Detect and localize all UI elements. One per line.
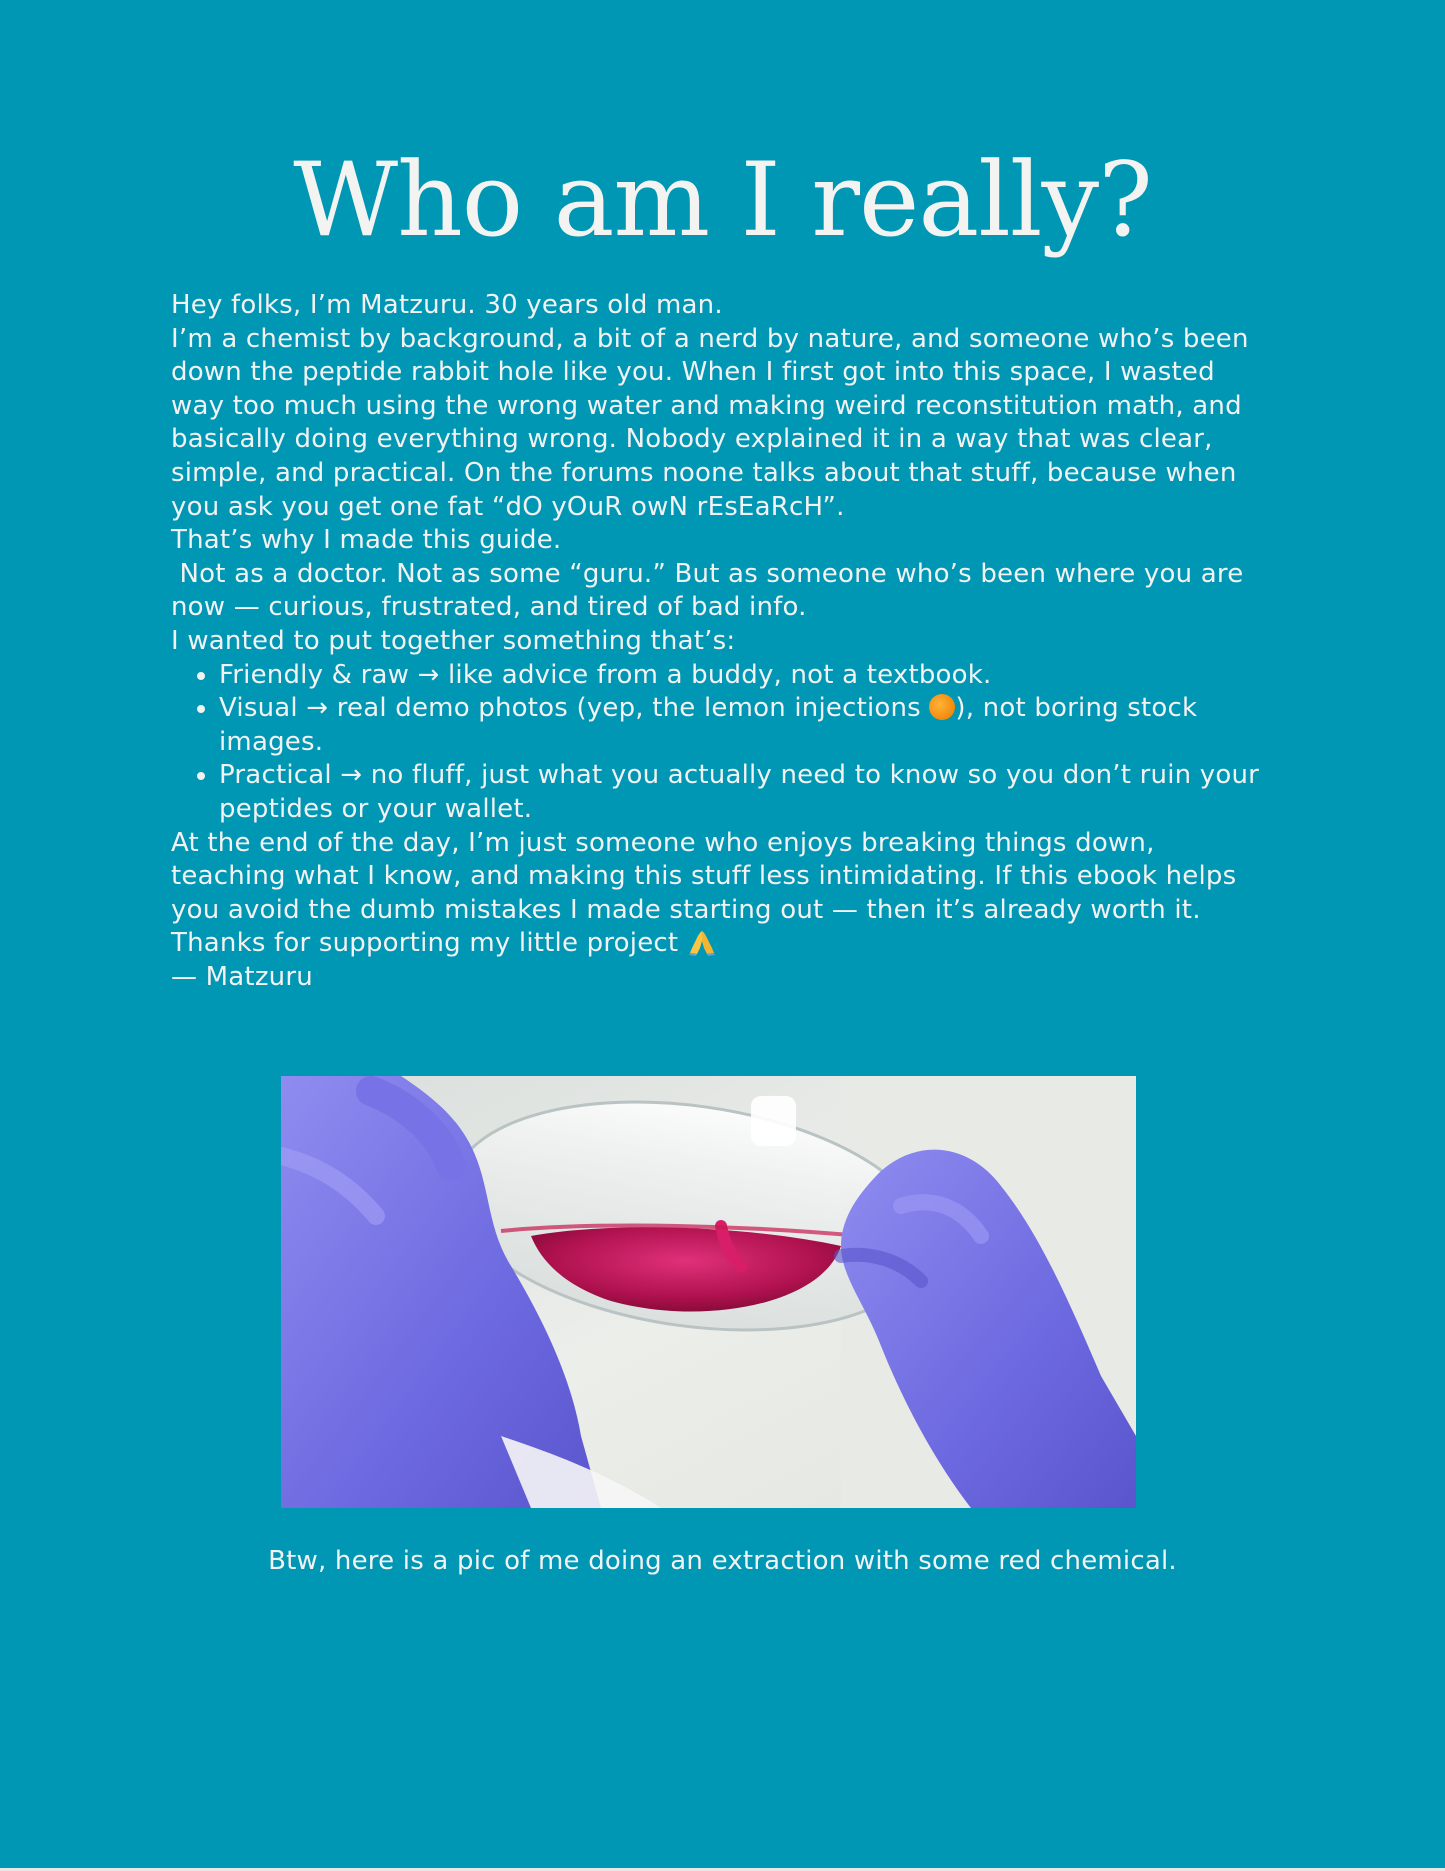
list-item-text: Friendly & raw → like advice from a buddy, not a textbook.	[219, 659, 992, 690]
not-a-doctor-paragraph: Not as a doctor. Not as some “guru.” But as someone who’s been where you are now — curious, frustrated, and tired of bad info.	[171, 558, 1252, 623]
closing-paragraph: At the end of the day, I’m just someone who enjoys breaking things down, teaching what I know, and making this stuff less intimidating. If this ebook helps you avoid the dumb mistakes I made starting out — then it’s already worth it.	[171, 827, 1237, 925]
list-intro: I wanted to put together something that’s:	[171, 625, 736, 656]
extraction-photo-illustration	[281, 1076, 1136, 1508]
guide-reason: That’s why I made this guide.	[171, 525, 562, 556]
lab-photo	[281, 1076, 1136, 1508]
signature: — Matzuru	[171, 961, 313, 992]
list-item-text: Practical → no fluff, just what you actually need to know so you don’t ruin your peptides or your wallet.	[219, 760, 1260, 824]
background-paragraph: I’m a chemist by background, a bit of a nerd by nature, and someone who’s been down the peptide rabbit hole like you. When I first got into this space, I wasted way too much using the wrong water and making weird reconstitution math, and basically doing everything wrong. Nobody explained it in a way that was clear, simple, and practical. On the forums noone talks about that stuff, because when you ask you get one fat “dO yOuR owN rEsEaRcH”.	[171, 323, 1249, 522]
bio-text	[171, 289, 1261, 994]
list-item	[219, 692, 1261, 759]
intro-line: Hey folks, I’m Matzuru. 30 years old man.	[171, 290, 723, 320]
lemon-emoji-icon	[929, 694, 955, 720]
feature-list	[171, 659, 1261, 827]
thanks-line	[171, 927, 1261, 961]
folded-hands-icon	[687, 928, 717, 956]
page-title: Who am I really?	[293, 141, 1152, 260]
list-item-text: ), not boring stock images.	[219, 693, 1198, 757]
list-item	[219, 759, 1261, 826]
photo-caption: Btw, here is a pic of me doing an extraction with some red chemical.	[268, 1546, 1177, 1576]
list-item	[219, 659, 1261, 693]
list-item-text: Visual → real demo photos (yep, the lemon injections	[219, 693, 930, 724]
thanks-text: Thanks for supporting my little project	[171, 928, 687, 959]
